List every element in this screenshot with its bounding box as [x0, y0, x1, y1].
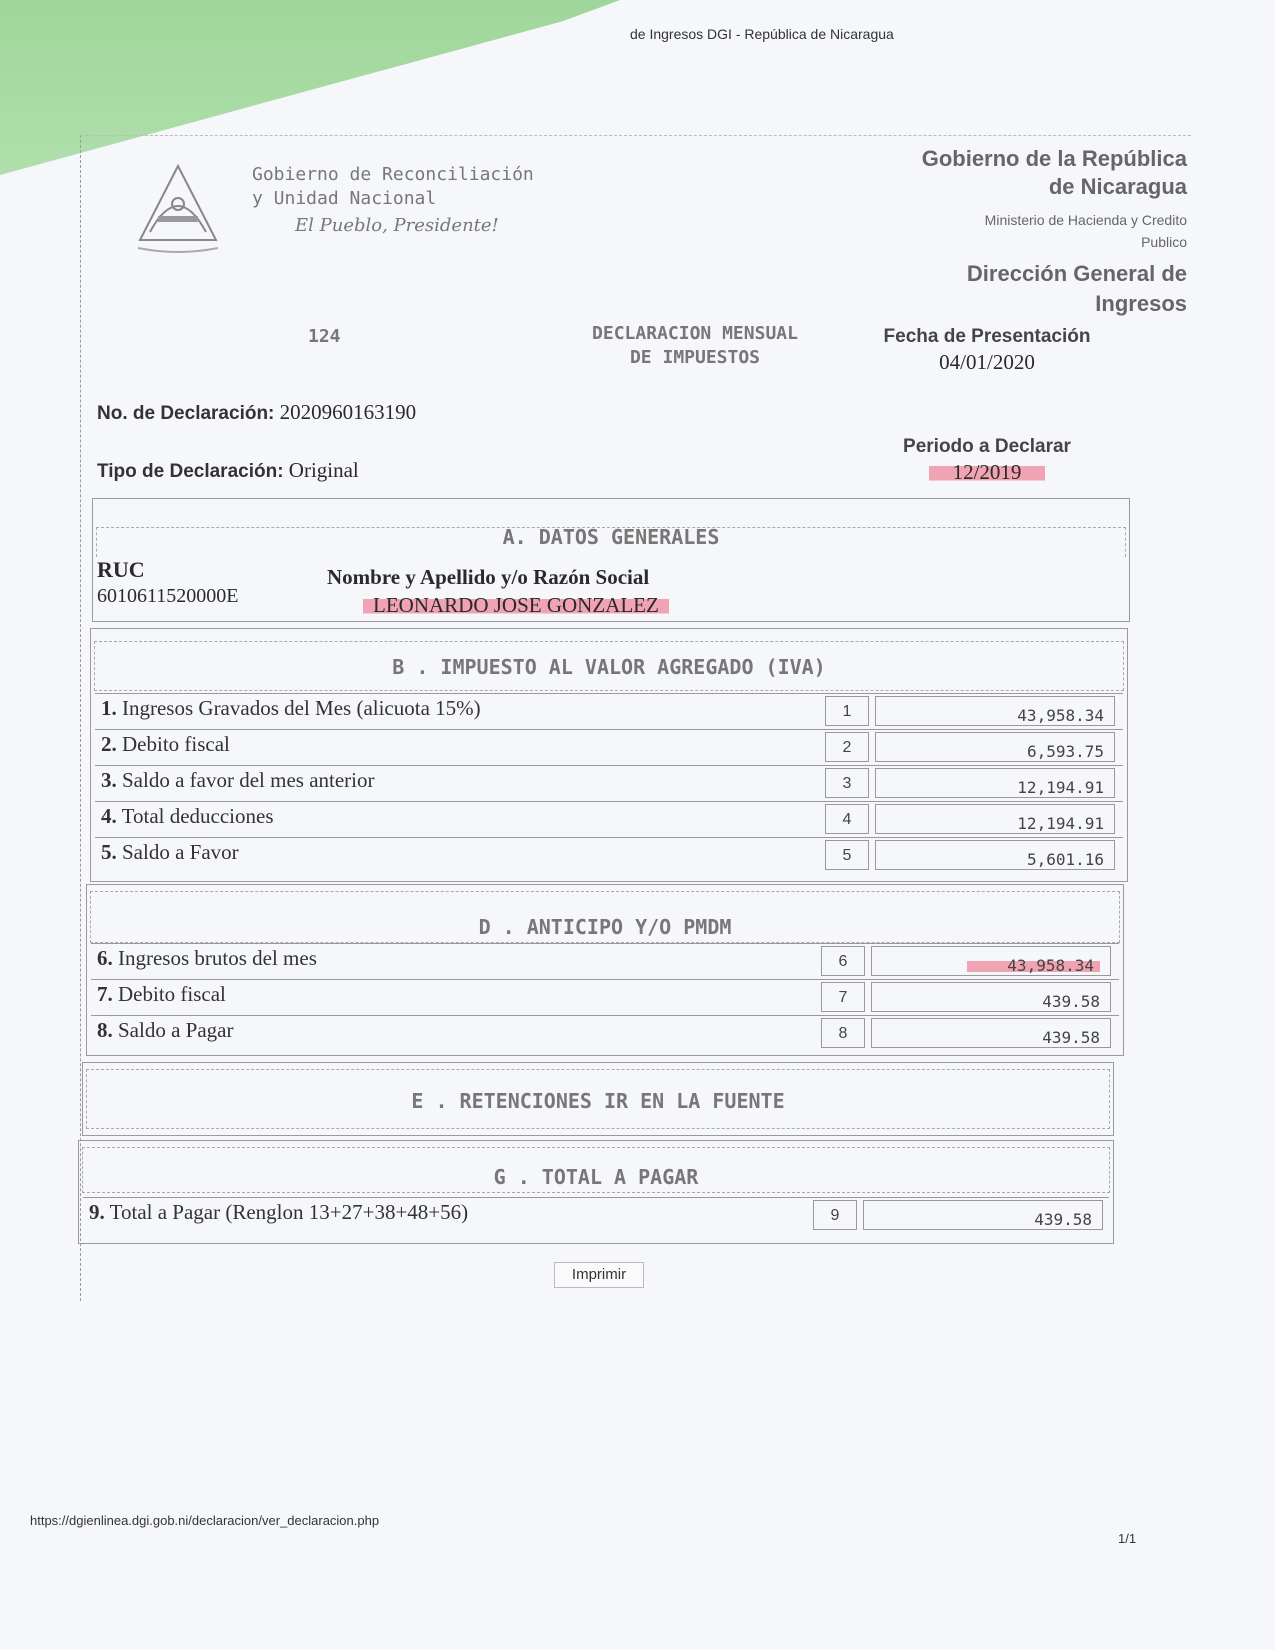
row-label-text: Saldo a favor del mes anterior [116, 768, 375, 792]
total-rows [83, 1197, 1109, 1241]
anticipo-rows [91, 943, 1119, 1053]
tipo-value: Original [288, 458, 359, 482]
row-label [101, 840, 239, 865]
row-line-number: 7 [821, 982, 865, 1012]
row-label [89, 1200, 468, 1225]
row-number-prefix: 4. [101, 804, 117, 828]
ruc-value: 6010611520000E [97, 585, 239, 607]
row-number-prefix: 2. [101, 732, 117, 756]
row-value: 12,194.91 [875, 768, 1115, 798]
gov-right-line2: de Nicaragua [1048, 174, 1187, 199]
row-label-text: Total deducciones [116, 804, 274, 828]
periodo-block [872, 436, 1102, 485]
declaration-title [570, 322, 820, 370]
table-row [95, 729, 1123, 765]
footer-url: https://dgienlinea.dgi.gob.ni/declaracion/ver_declaracion.php [30, 1513, 380, 1528]
row-value: 43,958.34 [875, 696, 1115, 726]
declaration-title-line2: DE IMPUESTOS [629, 347, 761, 368]
row-label-text: Saldo a Favor [116, 840, 239, 864]
table-row [95, 765, 1123, 801]
government-emblem-icon [130, 160, 226, 256]
gov-left-heading [252, 163, 534, 211]
dgi-line1: Dirección General de [966, 261, 1187, 286]
table-row [95, 837, 1123, 873]
row-number-prefix: 3. [101, 768, 117, 792]
row-value-highlighted: 43,958.34 [967, 956, 1100, 975]
anticipo-section [86, 884, 1124, 1056]
row-number-prefix: 7. [97, 982, 113, 1006]
table-row [91, 1015, 1119, 1051]
total-section [78, 1140, 1114, 1244]
row-label [97, 1018, 233, 1043]
fecha-value: 04/01/2020 [939, 350, 1035, 374]
row-label [97, 982, 226, 1007]
row-label [101, 768, 375, 793]
row-label [97, 946, 317, 971]
row-line-number: 5 [825, 840, 869, 870]
total-title: G . TOTAL A PAGAR [493, 1165, 699, 1189]
datos-generales-title: A. DATOS GENERALES [502, 525, 720, 549]
browser-title: de Ingresos DGI - República de Nicaragua [630, 26, 894, 42]
row-label-text: Saldo a Pagar [112, 1018, 234, 1042]
row-label-text: Ingresos brutos del mes [112, 946, 317, 970]
row-number-prefix: 1. [101, 696, 117, 720]
table-row [95, 801, 1123, 837]
ruc-label: RUC [97, 557, 145, 582]
gov-left-line2: y Unidad Nacional [252, 188, 437, 209]
table-row [83, 1197, 1109, 1237]
row-number-prefix: 5. [101, 840, 117, 864]
iva-title: B . IMPUESTO AL VALOR AGREGADO (IVA) [392, 655, 826, 679]
row-label-text: Ingresos Gravados del Mes (alicuota 15%) [116, 696, 481, 720]
row-number-prefix: 6. [97, 946, 113, 970]
row-value: 439.58 [871, 982, 1111, 1012]
fecha-block [872, 326, 1102, 375]
numero-value: 2020960163190 [279, 400, 417, 424]
row-label [101, 732, 230, 757]
print-button[interactable]: Imprimir [554, 1262, 644, 1288]
row-value: 439.58 [863, 1200, 1103, 1230]
fecha-label: Fecha de Presentación [883, 326, 1091, 347]
row-line-number: 2 [825, 732, 869, 762]
table-row [91, 979, 1119, 1015]
row-value: 6,593.75 [875, 732, 1115, 762]
row-number-prefix: 8. [97, 1018, 113, 1042]
row-value: 5,601.16 [875, 840, 1115, 870]
iva-rows [95, 693, 1123, 879]
retenciones-title: E . RETENCIONES IR EN LA FUENTE [411, 1089, 785, 1113]
iva-section [90, 628, 1128, 882]
row-label [101, 804, 274, 829]
table-row [91, 943, 1119, 979]
row-label-text: Total a Pagar (Renglon 13+27+38+48+56) [104, 1200, 469, 1224]
ministry-line2: Publico [1141, 234, 1187, 250]
row-label [101, 696, 481, 721]
row-line-number: 4 [825, 804, 869, 834]
gov-right-heading [922, 145, 1187, 319]
slogan-handwritten: El Pueblo, Presidente! [295, 215, 499, 236]
nombre-label: Nombre y Apellido y/o Razón Social [327, 565, 650, 589]
page-number: 1/1 [1118, 1531, 1137, 1546]
periodo-value: 12/2019 [929, 460, 1046, 484]
row-value [871, 946, 1111, 976]
ministry-line1: Ministerio de Hacienda y Credito [984, 212, 1187, 228]
datos-generales-section [92, 498, 1130, 622]
row-line-number: 1 [825, 696, 869, 726]
nombre-value: LEONARDO JOSE GONZALEZ [363, 593, 669, 617]
retenciones-section [82, 1062, 1114, 1136]
row-value: 12,194.91 [875, 804, 1115, 834]
row-number-prefix: 9. [89, 1200, 105, 1224]
row-value: 439.58 [871, 1018, 1111, 1048]
row-line-number: 8 [821, 1018, 865, 1048]
dgi-line2: Ingresos [1095, 291, 1187, 316]
declaration-title-line1: DECLARACION MENSUAL [592, 323, 798, 344]
row-line-number: 3 [825, 768, 869, 798]
gov-left-line1: Gobierno de Reconciliación [252, 164, 534, 185]
row-line-number: 6 [821, 946, 865, 976]
gov-right-line1: Gobierno de la República [921, 146, 1187, 171]
numero-block [97, 400, 416, 425]
tipo-block [97, 458, 359, 483]
form-code: 124 [308, 326, 341, 347]
numero-label: No. de Declaración: [97, 403, 275, 424]
periodo-label: Periodo a Declarar [903, 436, 1071, 457]
row-label-text: Debito fiscal [112, 982, 226, 1006]
row-line-number: 9 [813, 1200, 857, 1230]
anticipo-title: D . ANTICIPO Y/O PMDM [478, 915, 732, 939]
row-label-text: Debito fiscal [116, 732, 230, 756]
table-row [95, 693, 1123, 729]
tipo-label: Tipo de Declaración: [97, 461, 284, 482]
